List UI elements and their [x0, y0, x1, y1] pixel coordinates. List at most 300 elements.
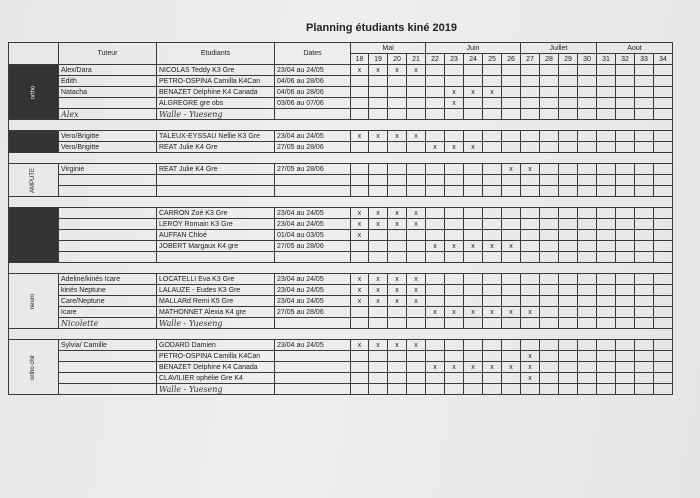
- month-mai: Mai: [351, 43, 426, 54]
- week-cell: [407, 142, 426, 153]
- week-cell: [464, 186, 483, 197]
- week-cell: [578, 186, 597, 197]
- week-cell: [521, 109, 540, 120]
- week-cell: [369, 384, 388, 395]
- week-cell: [616, 274, 635, 285]
- week-cell: [559, 142, 578, 153]
- week-cell: [464, 340, 483, 351]
- etudiant-cell: GODARD Damien: [157, 340, 275, 351]
- week-cell: [578, 384, 597, 395]
- week-cell: [483, 252, 502, 263]
- week-mark: x: [521, 362, 540, 373]
- dates-cell: 01/04 au 03/05: [275, 230, 351, 241]
- dates-cell: 27/05 au 28/06: [275, 164, 351, 175]
- etudiant-cell: LEROY Romain K3 Gre: [157, 219, 275, 230]
- week-cell: [578, 241, 597, 252]
- week-cell: [521, 98, 540, 109]
- week-mark: x: [351, 65, 369, 76]
- week-cell: [502, 175, 521, 186]
- week-cell: [483, 164, 502, 175]
- week-cell: [407, 318, 426, 329]
- week-cell: [369, 230, 388, 241]
- week-mark: x: [483, 362, 502, 373]
- week-cell: [597, 87, 616, 98]
- week-cell: [521, 208, 540, 219]
- tuteur-header: Tuteur: [59, 43, 157, 65]
- week-cell: [578, 65, 597, 76]
- week-cell: [654, 87, 673, 98]
- week-cell: [635, 285, 654, 296]
- week-mark: x: [426, 241, 445, 252]
- week-cell: [464, 351, 483, 362]
- planning-table: [8, 42, 673, 395]
- week-cell: [597, 252, 616, 263]
- tuteur-cell: Alex/Dara: [59, 65, 157, 76]
- table-row: [9, 65, 673, 76]
- week-cell: [616, 230, 635, 241]
- week-cell: [540, 98, 559, 109]
- week-cell: [445, 186, 464, 197]
- week-cell: [388, 307, 407, 318]
- table-row: [9, 340, 673, 351]
- week-cell: [559, 362, 578, 373]
- week-cell: [559, 241, 578, 252]
- tuteur-cell: [59, 241, 157, 252]
- dates-cell: [275, 351, 351, 362]
- week-cell: [445, 318, 464, 329]
- week-cell: [445, 373, 464, 384]
- tuteur-cell: Edith: [59, 76, 157, 87]
- week-cell: [597, 186, 616, 197]
- week-cell: [540, 373, 559, 384]
- week-cell: [445, 109, 464, 120]
- week-mark: x: [351, 230, 369, 241]
- dates-cell: 27/05 au 28/06: [275, 142, 351, 153]
- week-mark: x: [426, 362, 445, 373]
- table-row: [9, 164, 673, 175]
- week-cell: [351, 175, 369, 186]
- week-cell: [464, 76, 483, 87]
- week-cell: [616, 285, 635, 296]
- week-cell: [578, 362, 597, 373]
- week-cell: [654, 362, 673, 373]
- week-cell: [654, 65, 673, 76]
- week-cell: [483, 340, 502, 351]
- week-mark: x: [464, 87, 483, 98]
- week-cell: [445, 208, 464, 219]
- week-cell: [445, 274, 464, 285]
- table-row: [9, 285, 673, 296]
- tuteur-cell: [59, 175, 157, 186]
- week-cell: [351, 76, 369, 87]
- dates-cell: 23/04 au 24/05: [275, 340, 351, 351]
- etudiant-cell: PETRO-OSPINA Camilla K4Can: [157, 351, 275, 362]
- week-cell: [502, 142, 521, 153]
- week-mark: x: [388, 65, 407, 76]
- tuteur-cell: Vero/Brigitte: [59, 142, 157, 153]
- week-cell: [502, 87, 521, 98]
- week-cell: [426, 164, 445, 175]
- week-number: 27: [521, 54, 540, 65]
- dates-cell: 23/04 au 24/05: [275, 65, 351, 76]
- week-cell: [654, 318, 673, 329]
- week-cell: [635, 241, 654, 252]
- week-cell: [559, 318, 578, 329]
- week-cell: [502, 230, 521, 241]
- week-cell: [597, 241, 616, 252]
- week-cell: [388, 164, 407, 175]
- week-cell: [464, 296, 483, 307]
- week-cell: [559, 208, 578, 219]
- week-cell: [483, 351, 502, 362]
- week-cell: [654, 241, 673, 252]
- week-cell: [635, 109, 654, 120]
- table-row: [9, 76, 673, 87]
- week-cell: [351, 142, 369, 153]
- week-mark: x: [483, 241, 502, 252]
- week-cell: [559, 274, 578, 285]
- week-cell: [351, 252, 369, 263]
- week-cell: [597, 307, 616, 318]
- week-mark: x: [369, 340, 388, 351]
- week-cell: [559, 131, 578, 142]
- section-gap: [9, 197, 673, 208]
- week-cell: [369, 318, 388, 329]
- gap-cell: [9, 329, 673, 340]
- week-cell: [578, 208, 597, 219]
- week-cell: [597, 373, 616, 384]
- week-cell: [445, 219, 464, 230]
- week-cell: [521, 340, 540, 351]
- table-row: [9, 318, 673, 329]
- week-cell: [426, 285, 445, 296]
- week-cell: [540, 296, 559, 307]
- week-cell: [540, 219, 559, 230]
- table-row: [9, 175, 673, 186]
- etudiant-cell: NICOLAS Teddy K3 Gre: [157, 65, 275, 76]
- week-mark: x: [445, 241, 464, 252]
- week-cell: [540, 384, 559, 395]
- week-cell: [616, 373, 635, 384]
- week-cell: [597, 351, 616, 362]
- week-cell: [635, 307, 654, 318]
- section-label: [9, 208, 59, 263]
- week-cell: [388, 230, 407, 241]
- table-row: [9, 274, 673, 285]
- week-cell: [654, 142, 673, 153]
- week-cell: [616, 87, 635, 98]
- week-number: 25: [483, 54, 502, 65]
- week-cell: [426, 274, 445, 285]
- week-cell: [616, 131, 635, 142]
- week-cell: [483, 186, 502, 197]
- table-row: [9, 142, 673, 153]
- week-cell: [616, 186, 635, 197]
- week-cell: [426, 340, 445, 351]
- table-row: [9, 98, 673, 109]
- week-mark: x: [426, 307, 445, 318]
- week-number: 20: [388, 54, 407, 65]
- week-cell: [559, 65, 578, 76]
- etudiant-cell: MATHONNET Alexia K4 gre: [157, 307, 275, 318]
- week-cell: [635, 175, 654, 186]
- week-cell: [635, 98, 654, 109]
- week-cell: [426, 76, 445, 87]
- week-cell: [388, 351, 407, 362]
- dates-cell: 04/06 au 28/06: [275, 76, 351, 87]
- week-cell: [559, 109, 578, 120]
- week-cell: [521, 76, 540, 87]
- dates-cell: [275, 362, 351, 373]
- section-gap: [9, 329, 673, 340]
- week-cell: [540, 285, 559, 296]
- week-mark: x: [351, 296, 369, 307]
- week-cell: [407, 109, 426, 120]
- week-mark: x: [388, 219, 407, 230]
- week-cell: [597, 296, 616, 307]
- planning-body: [9, 65, 673, 395]
- week-number: 33: [635, 54, 654, 65]
- week-cell: [502, 98, 521, 109]
- week-cell: [483, 318, 502, 329]
- week-cell: [578, 351, 597, 362]
- week-cell: [597, 142, 616, 153]
- week-cell: [445, 230, 464, 241]
- table-row: [9, 384, 673, 395]
- dates-cell: 23/04 au 24/05: [275, 208, 351, 219]
- section-gap: [9, 263, 673, 274]
- week-cell: [369, 373, 388, 384]
- week-cell: [635, 373, 654, 384]
- week-cell: [559, 252, 578, 263]
- week-mark: x: [445, 307, 464, 318]
- section-gap: [9, 153, 673, 164]
- table-row: [9, 252, 673, 263]
- week-cell: [407, 373, 426, 384]
- table-row: [9, 373, 673, 384]
- week-cell: [369, 351, 388, 362]
- week-cell: [464, 384, 483, 395]
- week-mark: x: [407, 65, 426, 76]
- week-cell: [369, 164, 388, 175]
- week-cell: [351, 164, 369, 175]
- week-cell: [654, 219, 673, 230]
- week-cell: [578, 230, 597, 241]
- week-mark: x: [388, 285, 407, 296]
- section-label: [9, 274, 59, 329]
- week-cell: [654, 274, 673, 285]
- week-cell: [578, 307, 597, 318]
- week-number: 28: [540, 54, 559, 65]
- week-cell: [426, 252, 445, 263]
- week-number: 29: [559, 54, 578, 65]
- week-cell: [407, 76, 426, 87]
- week-cell: [521, 285, 540, 296]
- etudiant-cell: PETRO-OSPINA Camilla K4Can: [157, 76, 275, 87]
- week-cell: [388, 87, 407, 98]
- week-cell: [426, 87, 445, 98]
- week-cell: [388, 362, 407, 373]
- dates-header: Dates: [275, 43, 351, 65]
- week-cell: [578, 164, 597, 175]
- week-cell: [654, 208, 673, 219]
- week-cell: [369, 76, 388, 87]
- week-cell: [407, 87, 426, 98]
- week-cell: [654, 307, 673, 318]
- week-mark: x: [351, 340, 369, 351]
- page-title: Planning étudiants kiné 2019: [306, 22, 457, 34]
- week-cell: [426, 65, 445, 76]
- week-cell: [483, 142, 502, 153]
- week-cell: [483, 373, 502, 384]
- section-label: [9, 65, 59, 120]
- tuteur-cell: Icare: [59, 307, 157, 318]
- week-number: 32: [616, 54, 635, 65]
- week-cell: [426, 131, 445, 142]
- week-cell: [540, 186, 559, 197]
- week-cell: [540, 142, 559, 153]
- week-cell: [540, 230, 559, 241]
- week-cell: [578, 175, 597, 186]
- week-cell: [351, 307, 369, 318]
- table-row: [9, 109, 673, 120]
- week-cell: [654, 131, 673, 142]
- week-cell: [464, 131, 483, 142]
- week-cell: [635, 208, 654, 219]
- week-cell: [369, 142, 388, 153]
- week-cell: [578, 76, 597, 87]
- week-cell: [559, 307, 578, 318]
- week-cell: [388, 76, 407, 87]
- week-cell: [407, 384, 426, 395]
- week-cell: [464, 219, 483, 230]
- tuteur-cell: [59, 351, 157, 362]
- week-mark: x: [351, 208, 369, 219]
- table-row: [9, 241, 673, 252]
- week-mark: x: [407, 131, 426, 142]
- gap-cell: [9, 153, 673, 164]
- dates-cell: 04/06 au 28/06: [275, 87, 351, 98]
- week-cell: [369, 175, 388, 186]
- table-row: [9, 362, 673, 373]
- etudiants-header: Etudiants: [157, 43, 275, 65]
- week-cell: [635, 384, 654, 395]
- tuteur-cell: Adeline/kinés Icare: [59, 274, 157, 285]
- week-cell: [616, 175, 635, 186]
- tuteur-cell: [59, 208, 157, 219]
- week-cell: [597, 230, 616, 241]
- week-cell: [559, 76, 578, 87]
- week-cell: [426, 186, 445, 197]
- week-cell: [559, 285, 578, 296]
- week-cell: [597, 274, 616, 285]
- week-cell: [445, 76, 464, 87]
- week-cell: [597, 318, 616, 329]
- section-label: [9, 340, 59, 395]
- month-aout: Aout: [597, 43, 673, 54]
- week-cell: [502, 296, 521, 307]
- table-row: [9, 351, 673, 362]
- week-cell: [483, 65, 502, 76]
- dates-cell: [275, 175, 351, 186]
- week-cell: [464, 285, 483, 296]
- week-cell: [521, 318, 540, 329]
- week-cell: [578, 87, 597, 98]
- week-cell: [407, 351, 426, 362]
- week-cell: [445, 384, 464, 395]
- week-cell: [502, 186, 521, 197]
- week-cell: [407, 241, 426, 252]
- tuteur-cell: [59, 362, 157, 373]
- week-cell: [578, 340, 597, 351]
- week-cell: [540, 208, 559, 219]
- week-mark: x: [483, 307, 502, 318]
- week-cell: [654, 164, 673, 175]
- etudiant-cell: JOBERT Margaux K4 gre: [157, 241, 275, 252]
- week-cell: [540, 109, 559, 120]
- week-cell: [426, 175, 445, 186]
- week-cell: [540, 241, 559, 252]
- tuteur-cell: [59, 384, 157, 395]
- week-cell: [654, 285, 673, 296]
- week-cell: [578, 131, 597, 142]
- week-number: 30: [578, 54, 597, 65]
- week-cell: [483, 76, 502, 87]
- week-cell: [635, 186, 654, 197]
- week-cell: [597, 340, 616, 351]
- tuteur-cell: [59, 373, 157, 384]
- week-cell: [578, 252, 597, 263]
- week-cell: [426, 384, 445, 395]
- week-mark: x: [388, 296, 407, 307]
- week-cell: [616, 318, 635, 329]
- week-cell: [351, 87, 369, 98]
- week-mark: x: [369, 296, 388, 307]
- week-cell: [597, 76, 616, 87]
- week-mark: x: [351, 274, 369, 285]
- dates-cell: [275, 318, 351, 329]
- week-mark: x: [483, 87, 502, 98]
- week-cell: [388, 318, 407, 329]
- week-cell: [616, 109, 635, 120]
- week-mark: x: [521, 373, 540, 384]
- week-number: 19: [369, 54, 388, 65]
- week-cell: [635, 87, 654, 98]
- week-cell: [635, 142, 654, 153]
- week-cell: [616, 384, 635, 395]
- week-cell: [578, 109, 597, 120]
- week-number: 22: [426, 54, 445, 65]
- week-cell: [426, 219, 445, 230]
- week-cell: [502, 109, 521, 120]
- week-cell: [616, 296, 635, 307]
- week-cell: [521, 230, 540, 241]
- dates-cell: 23/04 au 24/05: [275, 296, 351, 307]
- dates-cell: [275, 384, 351, 395]
- week-cell: [635, 164, 654, 175]
- week-mark: x: [388, 208, 407, 219]
- week-cell: [635, 219, 654, 230]
- etudiant-cell: Walle - Yueseng: [157, 109, 275, 120]
- week-cell: [616, 219, 635, 230]
- week-cell: [464, 109, 483, 120]
- dates-cell: 23/04 au 24/05: [275, 219, 351, 230]
- week-cell: [521, 252, 540, 263]
- gap-cell: [9, 197, 673, 208]
- week-number: 31: [597, 54, 616, 65]
- week-mark: x: [407, 340, 426, 351]
- week-cell: [407, 186, 426, 197]
